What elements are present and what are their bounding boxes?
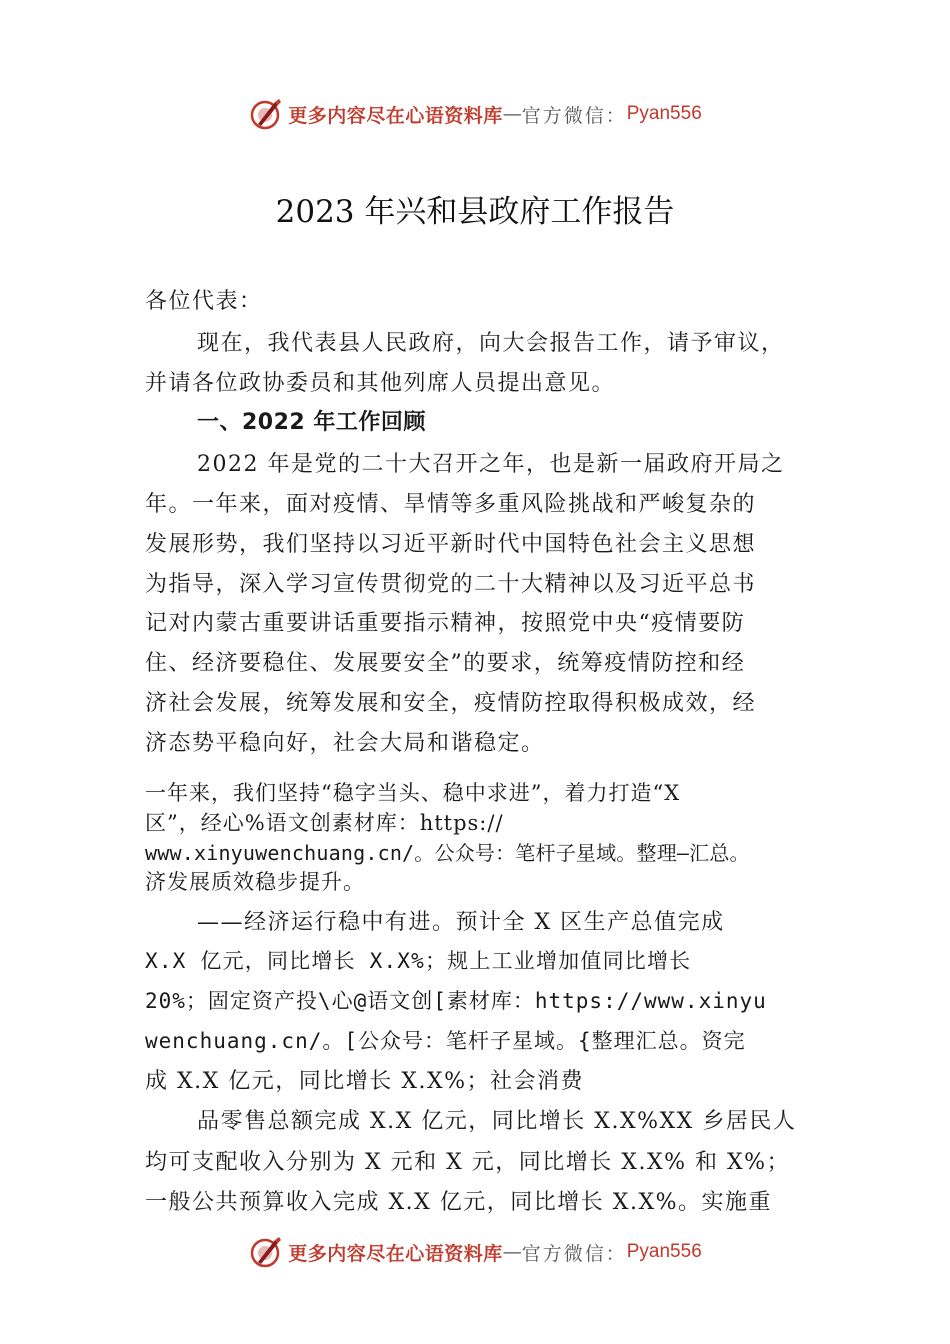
body-line: 2022 年是党的二十大召开之年，也是新一届政府开局之 [197,452,785,477]
banner-wechat-label: 官方微信： [521,1242,627,1265]
section-heading: 一、2022 年工作回顾 [197,410,426,435]
body-line: 品零售总额完成 X.X 亿元，同比增长 X.X%XX 乡居民人 [197,1109,797,1134]
banner-wechat-handle: Pyan556 [626,1241,702,1262]
body-line: 住、经济要稳住、发展要安全”的要求，统筹疫情防控和经 [145,651,746,676]
header-watermark-banner [0,94,950,134]
pen-seal-logo-icon [248,1234,284,1270]
body-line: 年。一年来，面对疫情、旱情等多重风险挑战和严峻复杂的 [145,492,757,517]
body-line: 济发展质效稳步提升。 [145,870,365,894]
body-line: 现在，我代表县人民政府，向大会报告工作，请予审议， [197,331,785,356]
body-line: 均可支配收入分别为 X 元和 X 元，同比增长 X.X% 和 X%； [145,1150,791,1175]
body-line: 为指导，深入学习宣传贯彻党的二十大精神以及习近平总书 [145,572,757,597]
footer-watermark-banner [0,1232,950,1272]
body-line: 一般公共预算收入完成 X.X 亿元，同比增长 X.X%。实施重 [145,1190,773,1215]
body-line: 一年来，我们坚持“稳字当头、稳中求进”，着力打造“X [145,781,681,805]
pen-seal-logo-icon [248,96,284,132]
banner-dash: — [502,1241,522,1263]
body-line: 发展形势，我们坚持以习近平新时代中国特色社会主义思想 [145,532,757,557]
body-line: wenchuang.cn/。[公众号：笔杆子星域。{整理汇总。资完 [145,1029,746,1053]
body-line: 济社会发展，统筹发展和安全，疫情防控取得积极成效，经 [145,691,757,716]
banner-wechat-handle: Pyan556 [626,103,702,124]
body-line: 20%；固定资产投\心@语文创[素材库：https://www.xinyu [145,989,767,1013]
body-line: ——经济运行稳中有进。预计全 X 区生产总值完成 [197,910,725,935]
body-line: www.xinyuwenchuang.cn/。公众号：笔杆子星域。整理—汇总。 [145,841,750,865]
body-line: 并请各位政协委员和其他列席人员提出意见。 [145,371,616,396]
body-line: 区”，经心%语文创素材库：https:// [145,811,504,835]
body-line: X.X 亿元，同比增长 X.X%；规上工业增加值同比增长 [145,949,692,973]
salutation: 各位代表： [145,289,263,314]
body-line: 济态势平稳向好，社会大局和谐稳定。 [145,731,545,756]
banner-dash: — [502,103,522,125]
banner-wechat-label: 官方微信： [521,104,627,127]
body-line: 成 X.X 亿元，同比增长 X.X%；社会消费 [145,1069,585,1094]
document-title: 2023 年兴和县政府工作报告 [275,194,675,230]
body-line: 记对内蒙古重要讲话重要指示精神，按照党中央“疫情要防 [145,611,746,636]
banner-site-name: 更多内容尽在心语资料库 [288,1242,503,1265]
banner-site-name: 更多内容尽在心语资料库 [288,104,503,127]
